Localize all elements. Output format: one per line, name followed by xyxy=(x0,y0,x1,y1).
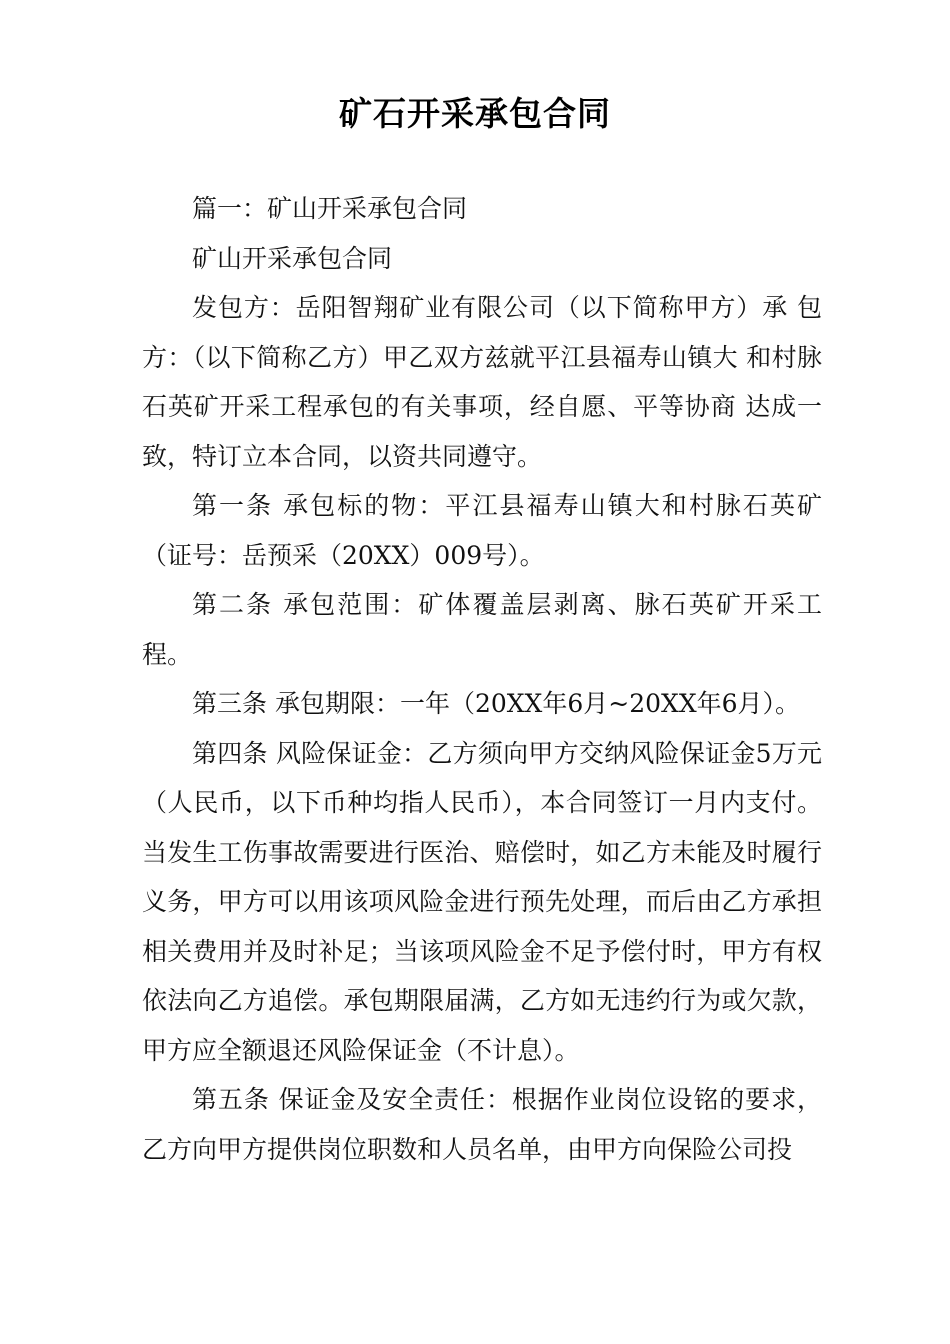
paragraph-heading-part-one: 篇一：矿山开采承包合同 xyxy=(192,194,468,223)
paragraph-article-5: 第五条 保证金及安全责任：根据作业岗位设铭的要求，乙方向甲方提供岗位职数和人员名单，由甲方向保险公司投 xyxy=(142,1085,822,1164)
paragraph-contract-name: 矿山开采承包合同 xyxy=(192,243,393,273)
document-title: 矿石开采承包合同 xyxy=(339,94,611,133)
paragraph-parties: 发包方：岳阳智翔矿业有限公司（以下简称甲方）承 包方：（以下简称乙方）甲乙双方兹就平江县福寿山镇大 和村脉石英矿开采工程承包的有关事项，经自愿、平等协商 达成一致，特订立本合同，以资共同遵守。 xyxy=(142,293,822,471)
document-body xyxy=(142,184,822,1174)
paragraph-article-4: 第四条 风险保证金：乙方须向甲方交纳风险保证金5万元（人民币，以下币种均指人民币），本合同签订一月内支付。当发生工伤事故需要进行医治、赔偿时，如乙方未能及时履行义务，甲方可以用该项风险金进行预先处理，而后由乙方承担相关费用并及时补足；当该项风险金不足予偿付时，甲方有权依法向乙方追偿。承包期限届满，乙方如无违约行为或欠款，甲方应全额退还风险保证金（不计息）。 xyxy=(142,738,822,1065)
paragraph-article-3: 第三条 承包期限：一年（20XX年6月~20XX年6月）。 xyxy=(192,689,801,718)
paragraph-article-2: 第二条 承包范围：矿体覆盖层剥离、脉石英矿开采工程。 xyxy=(142,590,822,669)
paragraph-article-1: 第一条 承包标的物：平江县福寿山镇大和村脉石英矿（证号：岳预采（20XX）009号）。 xyxy=(142,491,822,570)
